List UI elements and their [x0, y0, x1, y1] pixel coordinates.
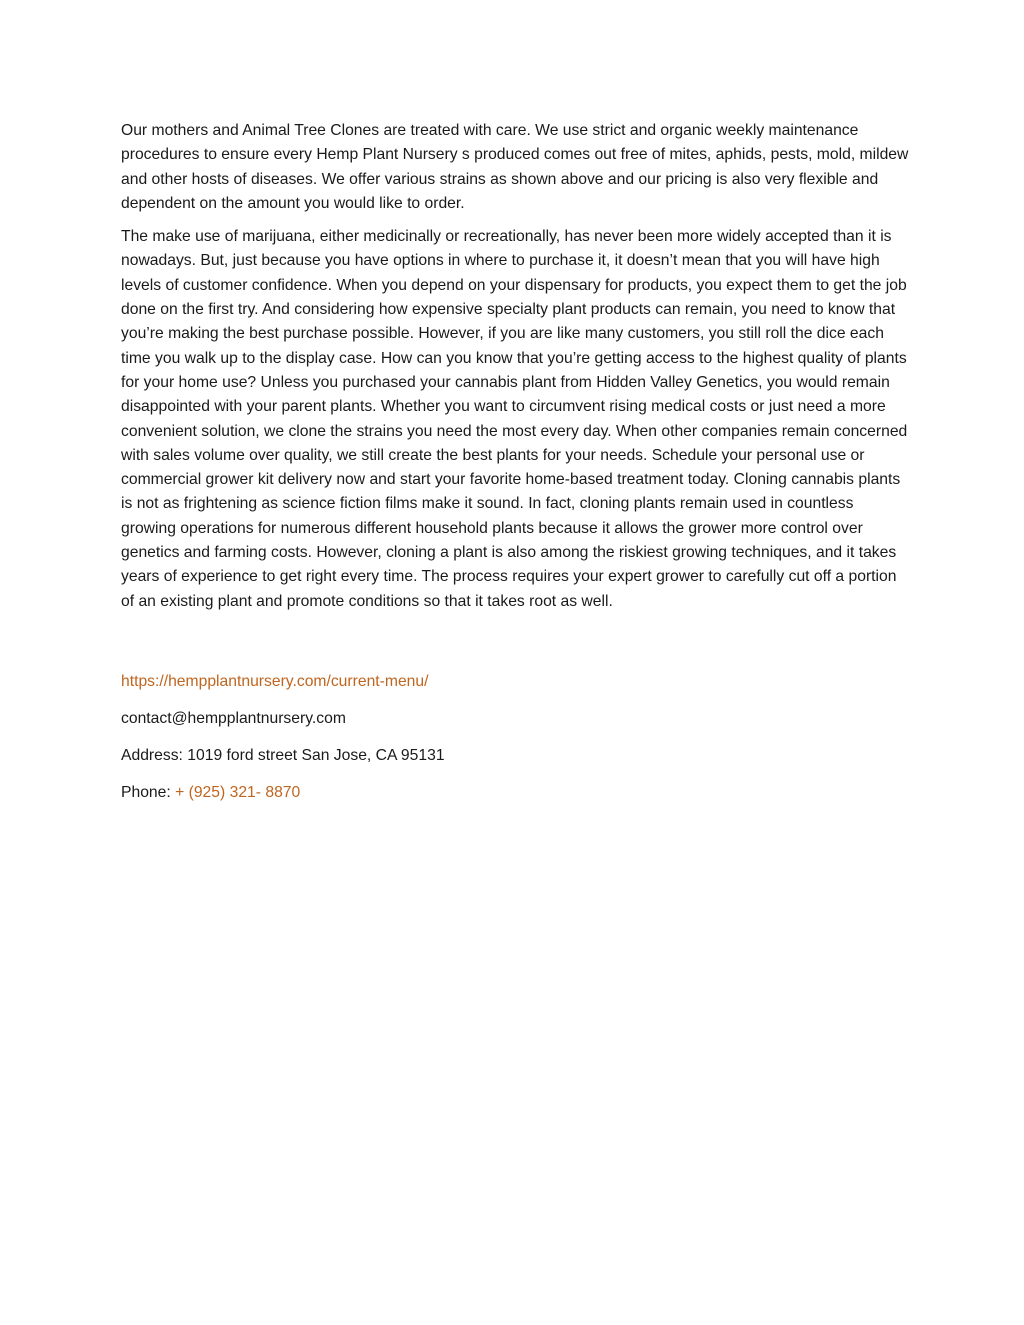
phone-line — [121, 782, 911, 804]
intro-paragraph: Our mothers and Animal Tree Clones are treated with care. We use strict and organic weekly maintenance procedures to ensure every Hemp Plant Nursery s produced comes out free of mites, aphids, pests, mold, mildew and other hosts of diseases. We offer various strains as shown above and our pricing is also very flexible and dependent on the amount you would like to order. — [121, 122, 909, 212]
phone-link[interactable]: + (925) 321- 8870 — [175, 783, 301, 801]
phone-label: Phone: — [121, 783, 176, 801]
document-page — [121, 119, 911, 819]
address-line: Address: 1019 ford street San Jose, CA 95131 — [121, 746, 445, 764]
email-line: contact@hempplantnursery.com — [121, 709, 346, 727]
spacer — [121, 623, 911, 671]
current-menu-link[interactable]: https://hempplantnursery.com/current-menu/ — [121, 672, 429, 690]
body-paragraph: The make use of marijuana, either medicinally or recreationally, has never been more widely accepted than it is nowadays. But, just because you have options in where to purchase it, it doesn’t mean that you will have high levels of customer confidence. When you depend on your dispensary for products, you expect them to get the job done on the first try. And considering how expensive specialty plant products can remain, you need to know that you’re making the best purchase possible. However, if you are like many customers, you still roll the dice each time you walk up to the display case. How can you know that you’re getting access to the highest quality of plants for your home use? Unless you purchased your cannabis plant from Hidden Valley Genetics, you would remain disappointed with your parent plants. Whether you want to circumvent rising medical costs or just need a more convenient solution, we clone the strains you need the most every day. When other companies remain concerned with sales volume over quality, we still create the best plants for your needs. Schedule your personal use or commercial grower kit delivery now and start your favorite home-based treatment today. Cloning cannabis plants is not as frightening as science fiction films make it sound. In fact, cloning plants remain used in countless growing operations for numerous different household plants because it allows the grower more control over genetics and farming costs. However, cloning a plant is also among the riskiest growing techniques, and it takes years of experience to get right every time. The process requires your expert grower to carefully cut off a portion of an existing plant and promote conditions so that it takes root as well. — [121, 228, 908, 610]
menu-link-line — [121, 671, 911, 693]
